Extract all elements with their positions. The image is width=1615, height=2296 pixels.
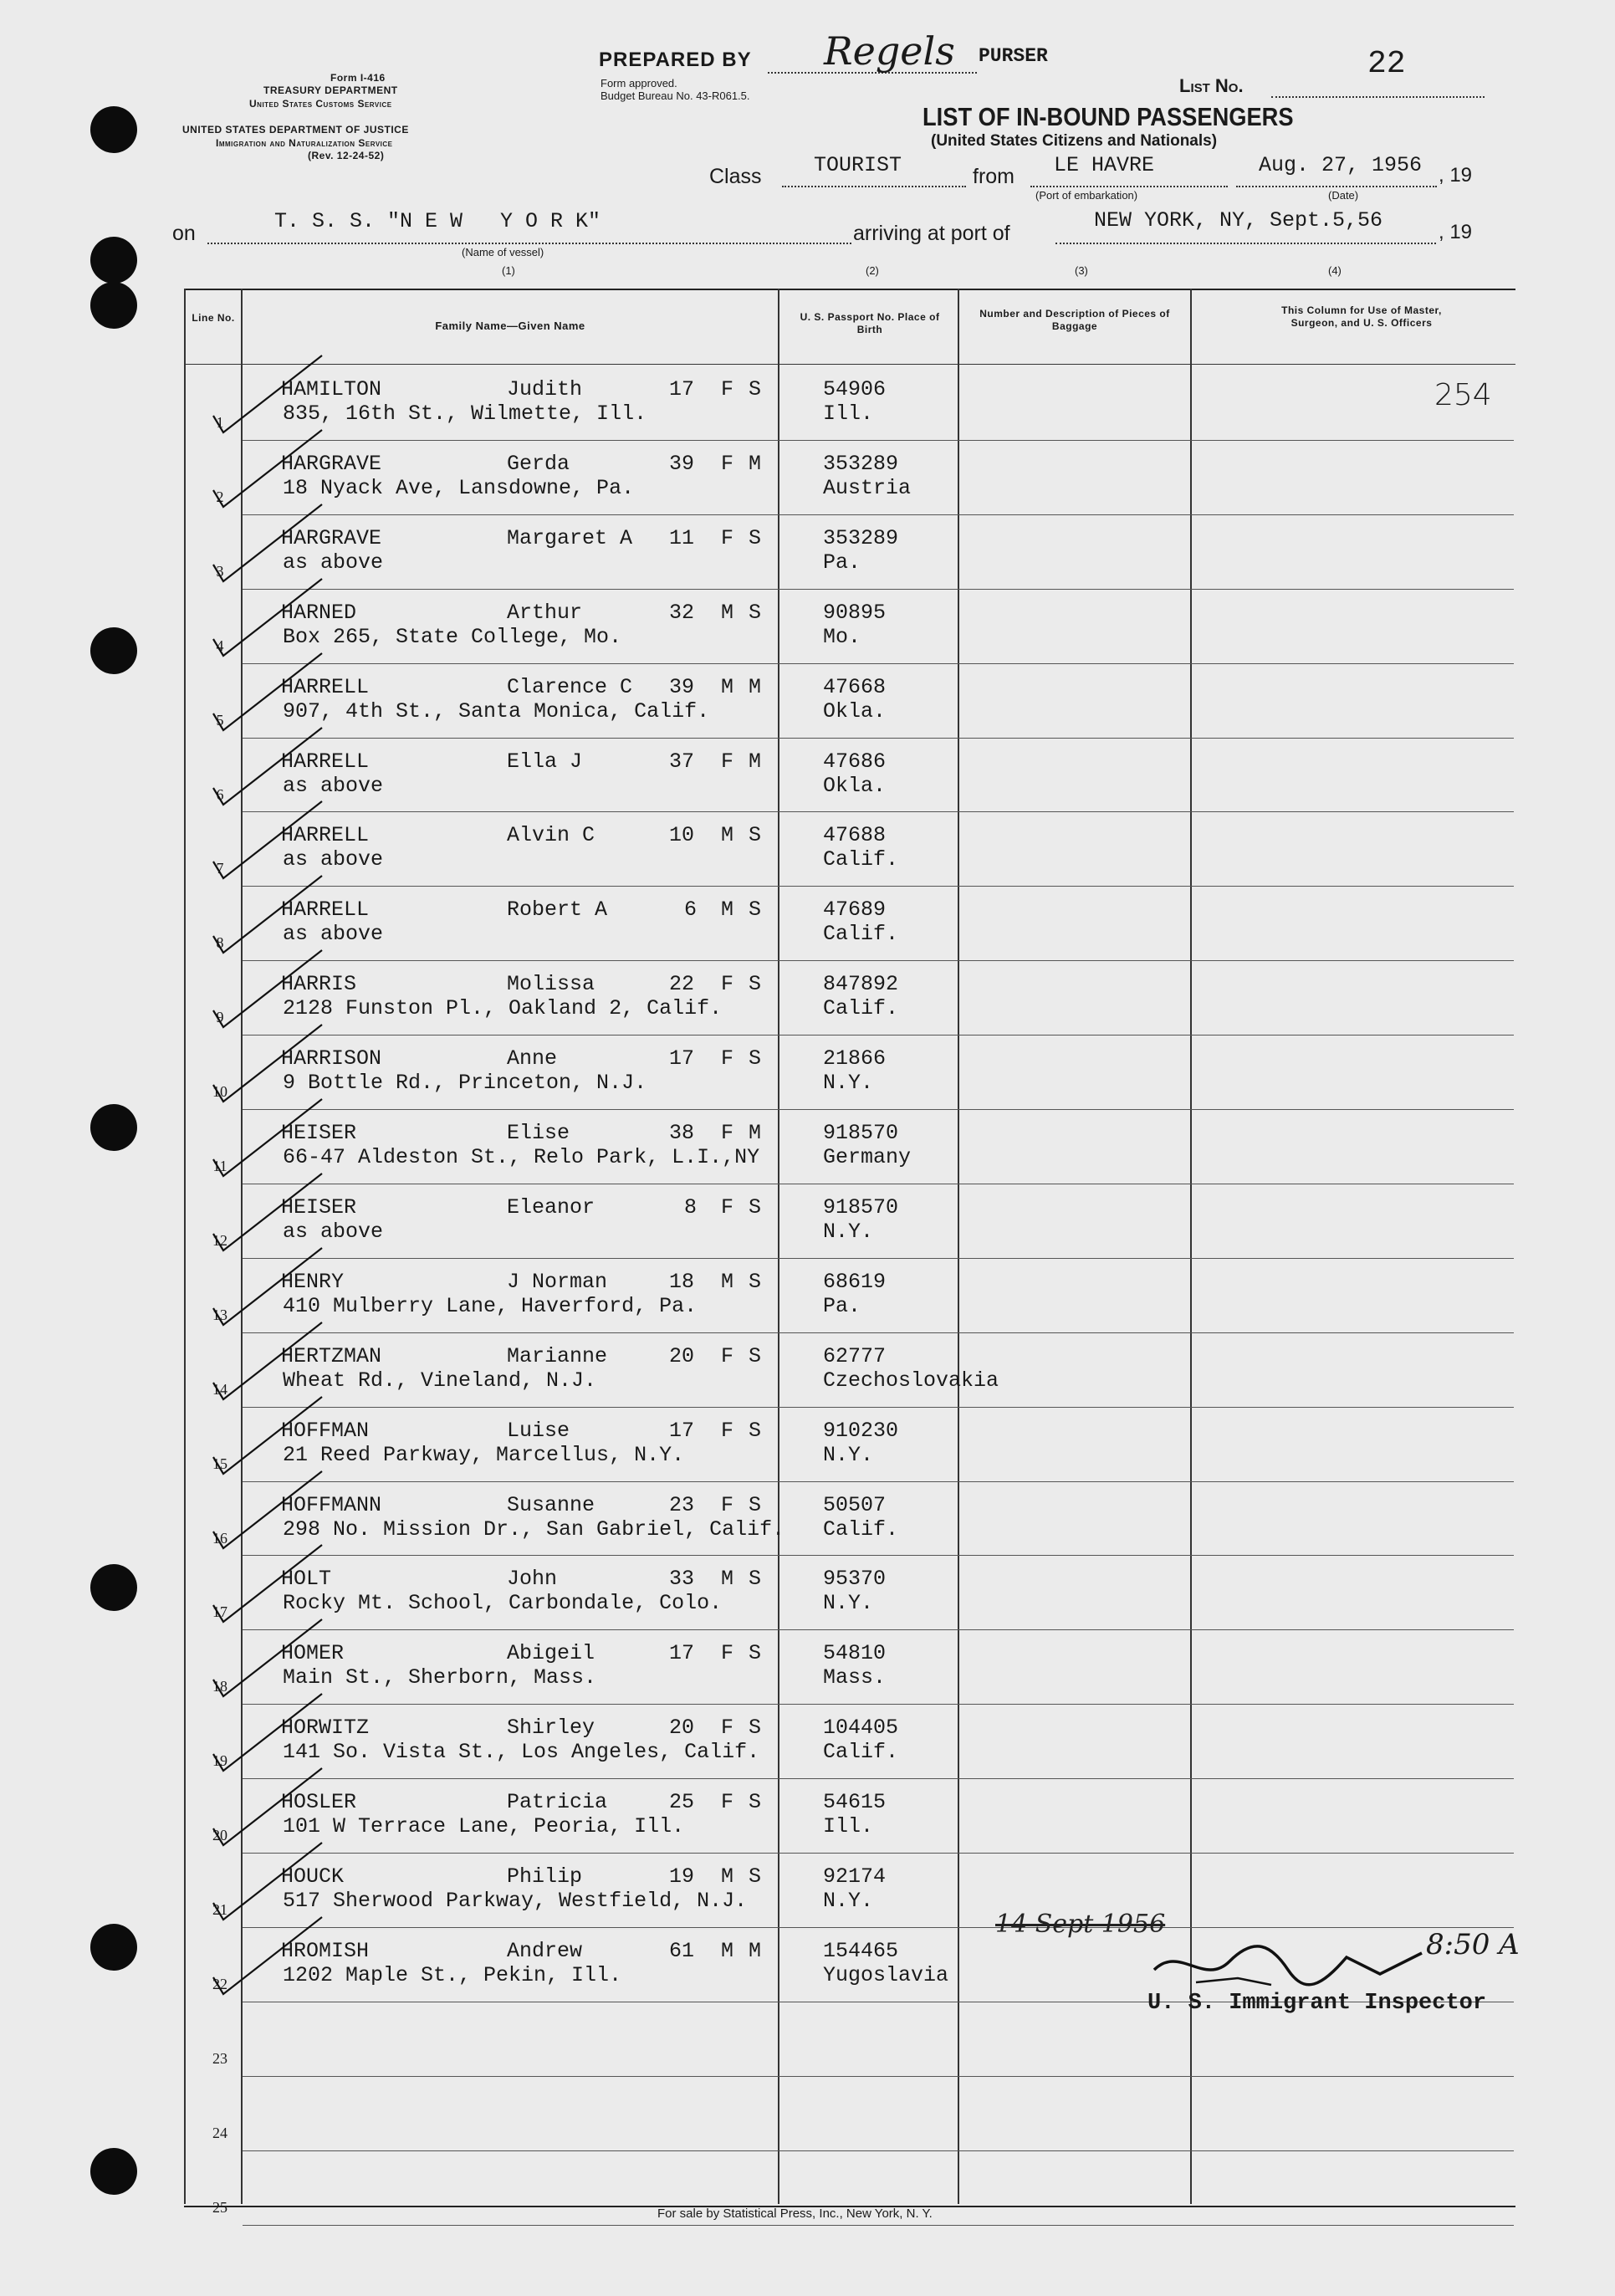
given-name: Robert A (507, 897, 608, 923)
vessel-value: T. S. S. "N E W Y O R K" (274, 209, 601, 233)
binder-hole (90, 282, 137, 329)
family-name: HOMER (281, 1641, 345, 1666)
age: 19 (669, 1864, 695, 1889)
vessel-caption: (Name of vessel) (462, 246, 544, 258)
binder-hole (90, 1924, 137, 1971)
age: 17 (669, 1046, 695, 1071)
age: 10 (669, 823, 695, 848)
row-divider (243, 886, 1514, 887)
age: 11 (669, 525, 695, 550)
line-number: 17 (212, 1603, 227, 1621)
given-name: Andrew (507, 1938, 583, 1963)
address: as above (283, 922, 384, 947)
passport-number: 68619 (823, 1269, 887, 1294)
family-name: HORWITZ (281, 1716, 370, 1741)
place-of-birth: Okla. (823, 698, 887, 724)
passport-number: 50507 (823, 1492, 887, 1517)
column-number-3: (3) (1075, 264, 1088, 277)
form-approved: Form approved. (601, 77, 677, 89)
passport-divider (958, 289, 959, 2204)
family-name: HARNED (281, 600, 357, 625)
inspector-time: 8:50 A (1426, 1928, 1520, 1961)
marital-status: S (749, 972, 762, 997)
list-no-value: 22 (1367, 46, 1406, 82)
marital-status: S (749, 1046, 762, 1071)
passport-number: 54615 (823, 1790, 887, 1815)
date-line (1236, 186, 1437, 187)
sex: F (721, 972, 734, 997)
given-name: Judith (507, 377, 583, 401)
prepared-by-role: PURSER (979, 45, 1048, 67)
class-value: TOURIST (814, 153, 902, 177)
crossed-out-note: 14 Sept 1956 (995, 1910, 1166, 1939)
age: 39 (669, 674, 695, 699)
marital-status: M (749, 749, 762, 774)
family-name: HOSLER (281, 1790, 357, 1815)
inspector-label: U. S. Immigrant Inspector (1147, 1991, 1487, 2016)
place-of-birth: Calif. (823, 1740, 899, 1765)
port-caption: (Port of embarkation) (1035, 189, 1138, 202)
place-of-birth: N.Y. (823, 1889, 874, 1913)
line-number: 21 (212, 1901, 227, 1918)
line-number: 15 (212, 1455, 227, 1472)
address: 101 W Terrace Lane, Peoria, Ill. (283, 1814, 685, 1839)
age: 17 (669, 377, 695, 401)
marital-status: S (749, 1641, 762, 1666)
marital-status: M (749, 1938, 762, 1963)
marital-status: S (749, 1343, 762, 1368)
age: 38 (669, 1121, 695, 1145)
place-of-birth: Okla. (823, 773, 887, 798)
row-divider (243, 1704, 1514, 1705)
place-of-birth: Calif. (823, 1516, 899, 1542)
marital-status: M (749, 1121, 762, 1145)
line-number: 8 (216, 934, 224, 952)
ins-service: Immigration and Naturalization Service (216, 137, 393, 149)
sex: F (721, 1492, 734, 1517)
age: 33 (669, 1567, 695, 1592)
row-divider (243, 1853, 1514, 1854)
place-of-birth: Pa. (823, 550, 861, 575)
given-name: John (507, 1567, 558, 1592)
line-number: 6 (216, 785, 224, 803)
binder-hole (90, 1564, 137, 1611)
place-of-birth: Pa. (823, 1293, 861, 1318)
place-of-birth: Ill. (823, 401, 874, 426)
row-divider (243, 1035, 1514, 1036)
given-name: Patricia (507, 1790, 608, 1815)
arrival-value: NEW YORK, NY, Sept.5,56 (1094, 208, 1383, 233)
header-passport: U. S. Passport No. Place of Birth (800, 311, 940, 335)
header-bottom-line (184, 364, 1515, 365)
sex: M (721, 600, 734, 625)
row-divider (243, 1555, 1514, 1556)
given-name: Molissa (507, 972, 595, 997)
age: 39 (669, 451, 695, 476)
age: 8 (684, 1194, 698, 1220)
given-name: J Norman (507, 1269, 608, 1294)
address: 1202 Maple St., Pekin, Ill. (283, 1962, 622, 1987)
line-number: 1 (216, 414, 224, 431)
table-left-border (184, 289, 186, 2204)
family-name: HEISER (281, 1121, 357, 1145)
row-divider (243, 1407, 1514, 1408)
date-caption: (Date) (1328, 189, 1359, 202)
sex: F (721, 377, 734, 401)
sex: F (721, 1046, 734, 1071)
line-number: 16 (212, 1529, 227, 1547)
line-number: 5 (216, 711, 224, 729)
family-name: HARRISON (281, 1046, 382, 1071)
row-divider (243, 1109, 1514, 1110)
given-name: Arthur (507, 600, 583, 625)
revision: (Rev. 12-24-52) (308, 150, 385, 161)
passport-number: 910230 (823, 1418, 899, 1443)
age: 37 (669, 749, 695, 774)
given-name: Philip (507, 1864, 583, 1889)
passport-number: 154465 (823, 1938, 899, 1963)
address: 835, 16th St., Wilmette, Ill. (283, 401, 647, 426)
sex: M (721, 897, 734, 923)
family-name: HOUCK (281, 1864, 345, 1889)
age: 22 (669, 972, 695, 997)
passport-number: 104405 (823, 1716, 899, 1741)
publisher-footer: For sale by Statistical Press, Inc., New York, N. Y. (657, 2207, 933, 2221)
arrival-year-suffix: , 19 (1439, 221, 1473, 243)
place-of-birth: N.Y. (823, 1219, 874, 1244)
place-of-birth: Austria (823, 475, 912, 500)
row-divider (243, 1258, 1514, 1259)
line-number: 4 (216, 637, 224, 654)
marital-status: S (749, 897, 762, 923)
sex: F (721, 525, 734, 550)
line-number: 13 (212, 1306, 227, 1323)
family-name: HOFFMAN (281, 1418, 370, 1443)
line-number: 12 (212, 1231, 227, 1249)
line-number: 22 (212, 1975, 227, 1992)
passport-number: 95370 (823, 1567, 887, 1592)
form-number: Form I-416 (330, 72, 386, 84)
address: as above (283, 773, 384, 798)
family-name: HEISER (281, 1194, 357, 1220)
row-divider (243, 960, 1514, 961)
address: 18 Nyack Ave, Lansdowne, Pa. (283, 475, 635, 500)
family-name: HARRIS (281, 972, 357, 997)
line-number: 7 (216, 860, 224, 877)
sex: F (721, 1716, 734, 1741)
place-of-birth: Germany (823, 1145, 912, 1169)
given-name: Gerda (507, 451, 570, 476)
address: as above (283, 1219, 384, 1244)
binder-hole (90, 1104, 137, 1151)
address: 2128 Funston Pl., Oakland 2, Calif. (283, 996, 723, 1021)
given-name: Elise (507, 1121, 570, 1145)
given-name: Luise (507, 1418, 570, 1443)
marital-status: S (749, 1418, 762, 1443)
header-line-no: Line No. (192, 312, 235, 324)
family-name: HOFFMANN (281, 1492, 382, 1517)
row-divider (243, 811, 1514, 812)
row-divider (243, 2076, 1514, 2077)
family-name: HARRELL (281, 897, 370, 923)
family-name: HENRY (281, 1269, 345, 1294)
list-no-label: List No. (1179, 75, 1244, 96)
line-number: 10 (212, 1083, 227, 1101)
sex: M (721, 823, 734, 848)
address: 907, 4th St., Santa Monica, Calif. (283, 698, 710, 724)
binder-hole (90, 2148, 137, 2195)
row-divider (243, 440, 1514, 441)
passport-number: 847892 (823, 972, 899, 997)
address: 410 Mulberry Lane, Haverford, Pa. (283, 1293, 698, 1318)
sex: M (721, 674, 734, 699)
passport-number: 54906 (823, 377, 887, 401)
binder-hole (90, 627, 137, 674)
address: 141 So. Vista St., Los Angeles, Calif. (283, 1740, 760, 1765)
passport-number: 90895 (823, 600, 887, 625)
given-name: Marianne (507, 1343, 608, 1368)
marital-status: S (749, 377, 762, 401)
family-name: HROMISH (281, 1938, 370, 1963)
passport-number: 353289 (823, 525, 899, 550)
passport-number: 54810 (823, 1641, 887, 1666)
arrival-line (1055, 243, 1436, 244)
row-divider (243, 1332, 1514, 1333)
sex: F (721, 451, 734, 476)
passport-number: 353289 (823, 451, 899, 476)
prepared-by-signature: Regels (824, 28, 955, 74)
place-of-birth: Mass. (823, 1665, 887, 1690)
inspector-signature (1146, 1936, 1430, 1995)
place-of-birth: N.Y. (823, 1591, 874, 1616)
marital-status: S (749, 823, 762, 848)
age: 17 (669, 1641, 695, 1666)
marital-status: S (749, 1567, 762, 1592)
line-number: 18 (212, 1678, 227, 1695)
marital-status: S (749, 1790, 762, 1815)
line-number: 9 (216, 1009, 224, 1026)
from-line (1030, 186, 1228, 187)
place-of-birth: Calif. (823, 922, 899, 947)
marital-status: S (749, 1492, 762, 1517)
baggage-divider (1190, 289, 1192, 2204)
header-baggage: Number and Description of Pieces of Baggage (979, 308, 1170, 332)
sex: F (721, 1641, 734, 1666)
address: as above (283, 847, 384, 872)
passport-number: 918570 (823, 1121, 899, 1145)
place-of-birth: N.Y. (823, 1442, 874, 1467)
line-number: 14 (212, 1380, 227, 1398)
family-name: HARRELL (281, 823, 370, 848)
address: 66-47 Aldeston St., Relo Park, L.I.,NY (283, 1145, 760, 1169)
marital-status: S (749, 525, 762, 550)
header-officers: This Column for Use of Master, Surgeon, and U. S. Officers (1281, 304, 1442, 329)
budget-bureau: Budget Bureau No. 43-R061.5. (601, 89, 750, 102)
given-name: Margaret A (507, 525, 633, 550)
place-of-birth: Mo. (823, 624, 861, 649)
sex: F (721, 1790, 734, 1815)
address: Main St., Sherborn, Mass. (283, 1665, 597, 1690)
on-label: on (172, 222, 196, 245)
sex: F (721, 1121, 734, 1145)
column-number-1: (1) (502, 264, 515, 277)
arriving-label: arriving at port of (853, 222, 1010, 245)
row-divider (243, 1481, 1514, 1482)
line-number: 11 (212, 1158, 227, 1174)
sex: F (721, 1194, 734, 1220)
age: 20 (669, 1716, 695, 1741)
line-number: 20 (212, 1827, 227, 1844)
age: 23 (669, 1492, 695, 1517)
passport-number: 21866 (823, 1046, 887, 1071)
marital-status: M (749, 451, 762, 476)
line-number: 19 (212, 1752, 227, 1770)
row-divider (243, 1927, 1514, 1928)
line-number: 3 (216, 562, 224, 580)
age: 25 (669, 1790, 695, 1815)
name-divider (778, 289, 779, 2204)
address: 21 Reed Parkway, Marcellus, N.Y. (283, 1442, 685, 1467)
family-name: HARRELL (281, 749, 370, 774)
given-name: Abigeil (507, 1641, 595, 1666)
passport-number: 47668 (823, 674, 887, 699)
given-name: Susanne (507, 1492, 595, 1517)
address: Wheat Rd., Vineland, N.J. (283, 1368, 597, 1393)
row-divider (243, 589, 1514, 590)
passport-number: 918570 (823, 1194, 899, 1220)
date-value: Aug. 27, 1956 (1259, 153, 1423, 177)
column-number-2: (2) (866, 264, 879, 277)
prepared-by-label: PREPARED BY (599, 49, 752, 71)
age: 20 (669, 1343, 695, 1368)
place-of-birth: Calif. (823, 847, 899, 872)
given-name: Eleanor (507, 1194, 595, 1220)
from-label: from (973, 165, 1014, 188)
line-number: 25 (212, 2198, 227, 2216)
row-divider (243, 2225, 1514, 2226)
age: 18 (669, 1269, 695, 1294)
passport-number: 47686 (823, 749, 887, 774)
binder-hole (90, 106, 137, 153)
given-name: Ella J (507, 749, 583, 774)
sex: F (721, 1343, 734, 1368)
family-name: HARRELL (281, 674, 370, 699)
given-name: Clarence C (507, 674, 633, 699)
family-name: HARGRAVE (281, 451, 382, 476)
address: 517 Sherwood Parkway, Westfield, N.J. (283, 1889, 748, 1913)
justice-dept: UNITED STATES DEPARTMENT OF JUSTICE (182, 124, 409, 136)
given-name: Shirley (507, 1716, 595, 1741)
place-of-birth: Yugoslavia (823, 1962, 949, 1987)
address: 9 Bottle Rd., Princeton, N.J. (283, 1071, 647, 1096)
page-title: LIST OF IN-BOUND PASSENGERS (922, 102, 1294, 131)
passport-number: 62777 (823, 1343, 887, 1368)
row-divider (243, 2150, 1514, 2151)
family-name: HERTZMAN (281, 1343, 382, 1368)
place-of-birth: Calif. (823, 996, 899, 1021)
header-name: Family Name—Given Name (435, 320, 585, 332)
sex: M (721, 1269, 734, 1294)
treasury-dept: TREASURY DEPARTMENT (263, 84, 398, 96)
date-year-suffix: , 19 (1439, 164, 1473, 187)
age: 61 (669, 1938, 695, 1963)
passport-number: 47688 (823, 823, 887, 848)
marital-status: S (749, 1194, 762, 1220)
age: 32 (669, 600, 695, 625)
list-no-line (1271, 96, 1485, 98)
address: 298 No. Mission Dr., San Gabriel, Calif. (283, 1516, 785, 1542)
passport-number: 47689 (823, 897, 887, 923)
given-name: Anne (507, 1046, 558, 1071)
address: Box 265, State College, Mo. (283, 624, 622, 649)
sex: F (721, 749, 734, 774)
row-divider (243, 738, 1514, 739)
marital-status: S (749, 1864, 762, 1889)
manifest-table (184, 289, 1515, 2207)
row-divider (243, 663, 1514, 664)
place-of-birth: N.Y. (823, 1071, 874, 1096)
passport-number: 92174 (823, 1864, 887, 1889)
marital-status: S (749, 1716, 762, 1741)
checkmark-icon (205, 1910, 339, 2002)
marital-status: S (749, 600, 762, 625)
customs-service: United States Customs Service (249, 98, 392, 110)
sex: M (721, 1567, 734, 1592)
row-divider (243, 1778, 1514, 1779)
given-name: Alvin C (507, 823, 595, 848)
age: 6 (684, 897, 698, 923)
marital-status: M (749, 674, 762, 699)
marital-status: S (749, 1269, 762, 1294)
line-number: 2 (216, 488, 224, 505)
sex: M (721, 1864, 734, 1889)
officer-note: 254 (1434, 378, 1492, 412)
from-value: LE HAVRE (1054, 153, 1155, 177)
binder-hole (90, 237, 137, 284)
page-subtitle: (United States Citizens and Nationals) (931, 132, 1218, 150)
vessel-line (207, 243, 851, 244)
place-of-birth: Ill. (823, 1814, 874, 1839)
row-divider (243, 514, 1514, 515)
age: 17 (669, 1418, 695, 1443)
place-of-birth: Czechoslovakia (823, 1368, 999, 1393)
class-label: Class (709, 165, 762, 188)
family-name: HARGRAVE (281, 525, 382, 550)
family-name: HAMILTON (281, 377, 382, 401)
sex: F (721, 1418, 734, 1443)
class-line (782, 186, 966, 187)
sex: M (721, 1938, 734, 1963)
row-divider (243, 1629, 1514, 1630)
address: Rocky Mt. School, Carbondale, Colo. (283, 1591, 723, 1616)
address: as above (283, 550, 384, 575)
family-name: HOLT (281, 1567, 332, 1592)
line-number: 23 (212, 2049, 227, 2067)
line-number: 24 (212, 2124, 227, 2141)
column-number-4: (4) (1328, 264, 1342, 277)
